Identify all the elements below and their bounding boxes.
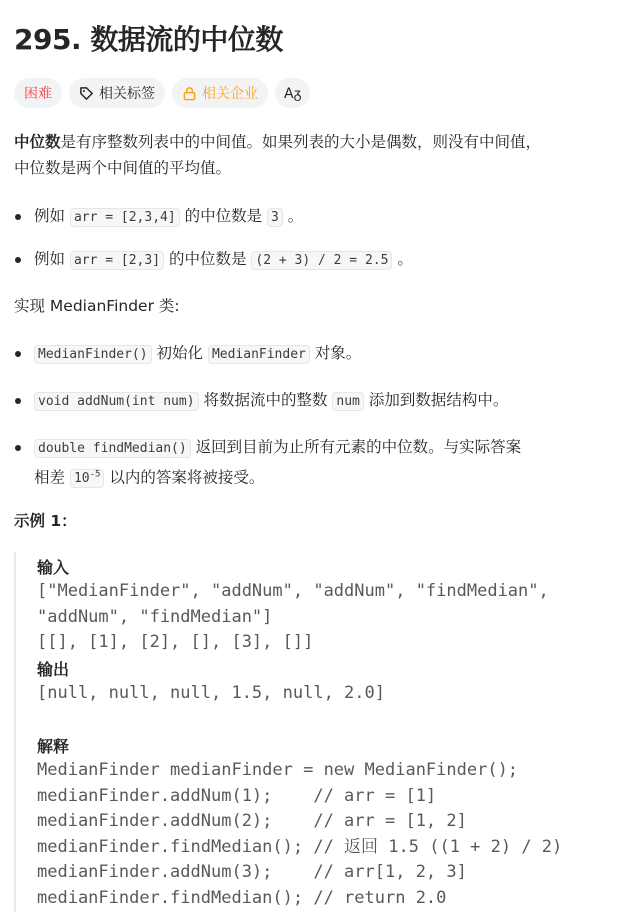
list-item <box>14 246 614 274</box>
code-line: MedianFinder medianFinder = new MedianFinder(); <box>37 760 519 780</box>
related-tags-button[interactable] <box>69 78 165 108</box>
list-item <box>14 340 614 368</box>
list-text: 对象。 <box>309 344 362 362</box>
code-line: medianFinder.addNum(2); // arr = [1, 2] <box>37 811 467 831</box>
input-values <box>37 579 549 656</box>
inline-code-base: 10 <box>73 471 90 487</box>
related-companies-label: 相关企业 <box>202 86 258 102</box>
example-title: 示例 1： <box>14 512 77 530</box>
list-item <box>14 203 614 231</box>
inline-code <box>70 469 105 488</box>
list-text: 的中位数是 <box>164 250 252 268</box>
lock-icon <box>182 86 197 101</box>
bullet-dot <box>15 398 21 404</box>
inline-code: arr = [2,3,4] <box>70 208 180 227</box>
code-line: medianFinder.addNum(3); // arr[1, 2, 3] <box>37 862 467 882</box>
inline-code: MedianFinder <box>208 345 310 364</box>
explain-label: 解释 <box>37 737 70 756</box>
bullet-dot <box>15 445 21 451</box>
inline-code: MedianFinder() <box>34 345 152 364</box>
list-text: 相差 <box>34 468 70 487</box>
intro-paragraph <box>14 129 614 181</box>
list-item <box>14 434 614 492</box>
input-label: 输入 <box>37 558 70 577</box>
inline-code: double findMedian() <box>34 439 191 458</box>
list-text: 。 <box>282 207 304 225</box>
code-line: medianFinder.findMedian(); // 返回 1.5 ((1 + 2) / 2) <box>37 836 563 857</box>
inline-code: (2 + 3) / 2 = 2.5 <box>251 251 392 270</box>
tag-icon <box>79 86 94 101</box>
list-text: 的中位数是 <box>179 207 268 225</box>
related-tags-label: 相关标签 <box>99 86 155 102</box>
code-line: medianFinder.addNum(1); // arr = [1] <box>37 785 437 806</box>
bullet-dot <box>15 351 21 357</box>
tag-row <box>14 78 310 108</box>
inline-code-sup: -5 <box>89 470 101 480</box>
intro-rest: 是有序整数列表中的中间值。如果列表的大小是偶数，则没有中间值， <box>60 133 542 151</box>
bullet-dot <box>15 214 21 220</box>
intro-line2: 中位数是两个中间值的平均值。 <box>14 159 232 177</box>
output-values: [null, null, null, 1.5, null, 2.0] <box>37 683 385 703</box>
related-companies-button[interactable] <box>172 78 268 108</box>
example-block <box>14 552 616 912</box>
problem-title: 295. 数据流的中位数 <box>14 23 283 56</box>
list-text: 将数据流中的整数 <box>198 391 333 409</box>
list-text: 初始化 <box>151 344 208 362</box>
bullet-dot <box>15 257 21 263</box>
inline-code: arr = [2,3] <box>70 251 164 270</box>
output-label: 输出 <box>37 660 70 679</box>
list-text: 例如 <box>34 207 70 225</box>
list-text: 例如 <box>34 250 70 268</box>
translate-button[interactable] <box>275 78 310 108</box>
list-text: 添加到数据结构中。 <box>363 391 509 409</box>
intro-bold: 中位数 <box>14 133 61 151</box>
translate-icon: Aᵹ <box>284 85 302 102</box>
code-line: ["MedianFinder", "addNum", "addNum", "findMedian", <box>37 581 549 601</box>
list-text: 以内的答案将被接受。 <box>104 468 265 487</box>
list-text: 。 <box>392 250 413 268</box>
code-line: "addNum", "findMedian"] <box>37 606 273 627</box>
inline-code: num <box>332 392 363 411</box>
explain-code <box>37 758 562 911</box>
list-item <box>14 387 614 415</box>
difficulty-badge[interactable]: 困难 <box>14 78 62 108</box>
list-text: 返回到目前为止所有元素的中位数。与实际答案 <box>190 438 522 456</box>
code-line: [[], [1], [2], [], [3], []] <box>37 632 314 652</box>
code-line: medianFinder.findMedian(); // return 2.0 <box>37 887 447 908</box>
inline-code: 3 <box>267 208 283 227</box>
implement-text: 实现 MedianFinder 类: <box>14 297 180 315</box>
inline-code: void addNum(int num) <box>34 392 199 411</box>
